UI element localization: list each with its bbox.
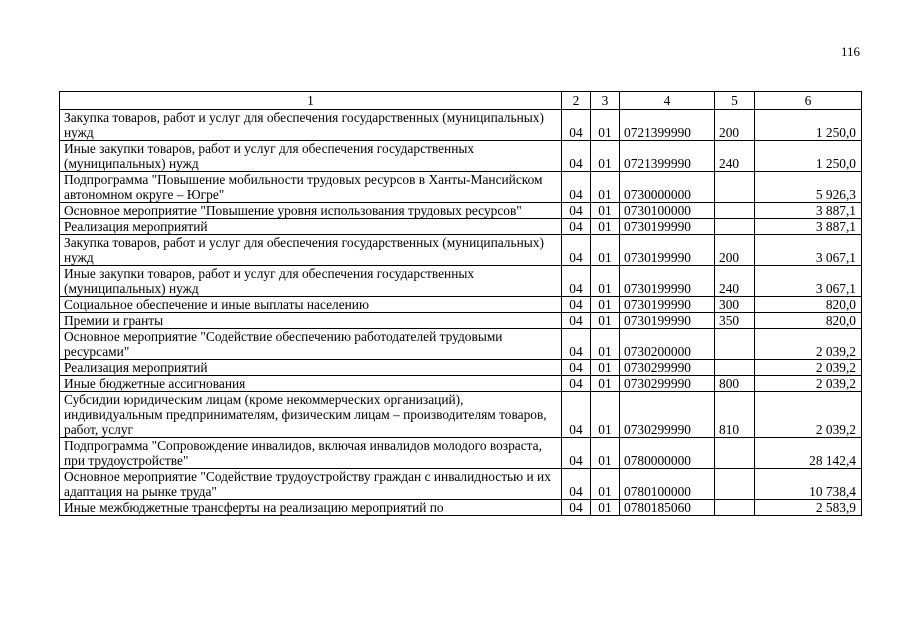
row-subsection: 01: [591, 219, 620, 235]
row-expense-type: [715, 469, 755, 500]
row-target-code: 0730199990: [620, 266, 715, 297]
row-subsection: 01: [591, 110, 620, 141]
row-subsection: 01: [591, 235, 620, 266]
row-name: Закупка товаров, работ и услуг для обеспечения государственных (муниципальных) нужд: [60, 110, 562, 141]
row-expense-type: [715, 203, 755, 219]
column-header: 5: [715, 92, 755, 110]
row-section: 04: [562, 469, 591, 500]
row-name: Основное мероприятие "Повышение уровня использования трудовых ресурсов": [60, 203, 562, 219]
row-target-code: 0780185060: [620, 500, 715, 516]
table-row: [60, 235, 862, 266]
row-name: Иные закупки товаров, работ и услуг для обеспечения государственных (муниципальных) нужд: [60, 266, 562, 297]
row-subsection: 01: [591, 266, 620, 297]
row-subsection: 01: [591, 469, 620, 500]
row-target-code: 0730199990: [620, 313, 715, 329]
table-row: [60, 313, 862, 329]
column-header: 6: [755, 92, 862, 110]
table-row: [60, 297, 862, 313]
row-target-code: 0730199990: [620, 219, 715, 235]
row-amount: 820,0: [755, 313, 862, 329]
row-target-code: 0730299990: [620, 376, 715, 392]
column-header: 4: [620, 92, 715, 110]
row-amount: 10 738,4: [755, 469, 862, 500]
row-subsection: 01: [591, 329, 620, 360]
row-section: 04: [562, 376, 591, 392]
row-amount: 2 039,2: [755, 392, 862, 438]
column-header: 1: [60, 92, 562, 110]
row-section: 04: [562, 329, 591, 360]
table-row: [60, 469, 862, 500]
row-subsection: 01: [591, 172, 620, 203]
row-target-code: 0730100000: [620, 203, 715, 219]
row-expense-type: 300: [715, 297, 755, 313]
row-section: 04: [562, 438, 591, 469]
row-amount: 3 067,1: [755, 235, 862, 266]
row-subsection: 01: [591, 376, 620, 392]
row-expense-type: 200: [715, 110, 755, 141]
column-header: 3: [591, 92, 620, 110]
row-name: Социальное обеспечение и иные выплаты населению: [60, 297, 562, 313]
row-target-code: 0721399990: [620, 110, 715, 141]
column-header: 2: [562, 92, 591, 110]
table-row: [60, 266, 862, 297]
row-name: Иные бюджетные ассигнования: [60, 376, 562, 392]
row-amount: 2 039,2: [755, 360, 862, 376]
table-row: [60, 376, 862, 392]
row-name: Реализация мероприятий: [60, 219, 562, 235]
row-section: 04: [562, 110, 591, 141]
row-target-code: 0730299990: [620, 360, 715, 376]
row-expense-type: 350: [715, 313, 755, 329]
row-section: 04: [562, 500, 591, 516]
row-subsection: 01: [591, 360, 620, 376]
row-section: 04: [562, 360, 591, 376]
row-amount: 2 039,2: [755, 376, 862, 392]
row-expense-type: 240: [715, 266, 755, 297]
row-subsection: 01: [591, 141, 620, 172]
row-name: Реализация мероприятий: [60, 360, 562, 376]
row-section: 04: [562, 235, 591, 266]
row-section: 04: [562, 219, 591, 235]
row-target-code: 0730299990: [620, 392, 715, 438]
row-name: Подпрограмма "Повышение мобильности трудовых ресурсов в Ханты-Мансийском автономном округе – Югре": [60, 172, 562, 203]
row-expense-type: 240: [715, 141, 755, 172]
table-row: [60, 329, 862, 360]
row-section: 04: [562, 172, 591, 203]
row-target-code: 0730199990: [620, 297, 715, 313]
row-amount: 2 039,2: [755, 329, 862, 360]
row-name: Иные закупки товаров, работ и услуг для обеспечения государственных (муниципальных) нужд: [60, 141, 562, 172]
row-section: 04: [562, 141, 591, 172]
row-amount: 1 250,0: [755, 141, 862, 172]
row-amount: 3 067,1: [755, 266, 862, 297]
row-expense-type: [715, 172, 755, 203]
table-row: [60, 219, 862, 235]
budget-table: [59, 91, 862, 516]
row-amount: 3 887,1: [755, 219, 862, 235]
row-expense-type: [715, 329, 755, 360]
row-subsection: 01: [591, 392, 620, 438]
table-row: [60, 203, 862, 219]
row-target-code: 0721399990: [620, 141, 715, 172]
row-expense-type: 200: [715, 235, 755, 266]
row-amount: 5 926,3: [755, 172, 862, 203]
table-row: [60, 438, 862, 469]
row-section: 04: [562, 297, 591, 313]
row-amount: 28 142,4: [755, 438, 862, 469]
row-section: 04: [562, 266, 591, 297]
table-row: [60, 141, 862, 172]
row-expense-type: 810: [715, 392, 755, 438]
table-row: [60, 500, 862, 516]
table-row: [60, 360, 862, 376]
row-target-code: 0730000000: [620, 172, 715, 203]
row-amount: 3 887,1: [755, 203, 862, 219]
row-expense-type: [715, 500, 755, 516]
table-row: [60, 172, 862, 203]
header-row: [60, 92, 862, 110]
row-name: Иные межбюджетные трансферты на реализацию мероприятий по: [60, 500, 562, 516]
row-name: Закупка товаров, работ и услуг для обеспечения государственных (муниципальных) нужд: [60, 235, 562, 266]
row-amount: 2 583,9: [755, 500, 862, 516]
row-subsection: 01: [591, 203, 620, 219]
row-subsection: 01: [591, 313, 620, 329]
row-expense-type: [715, 219, 755, 235]
row-name: Подпрограмма "Сопровождение инвалидов, включая инвалидов молодого возраста, при трудоустройстве": [60, 438, 562, 469]
row-subsection: 01: [591, 297, 620, 313]
row-subsection: 01: [591, 438, 620, 469]
row-target-code: 0780000000: [620, 438, 715, 469]
row-name: Премии и гранты: [60, 313, 562, 329]
row-target-code: 0730199990: [620, 235, 715, 266]
row-section: 04: [562, 313, 591, 329]
row-target-code: 0780100000: [620, 469, 715, 500]
row-name: Субсидии юридическим лицам (кроме некоммерческих организаций), индивидуальным предпринимателям, физическим лицам – производителям товаров, работ, услуг: [60, 392, 562, 438]
table-body: [60, 110, 862, 516]
row-amount: 820,0: [755, 297, 862, 313]
row-section: 04: [562, 392, 591, 438]
row-expense-type: [715, 438, 755, 469]
row-name: Основное мероприятие "Содействие трудоустройству граждан с инвалидностью и их адаптация на рынке труда": [60, 469, 562, 500]
row-name: Основное мероприятие "Содействие обеспечению работодателей трудовыми ресурсами": [60, 329, 562, 360]
row-amount: 1 250,0: [755, 110, 862, 141]
row-section: 04: [562, 203, 591, 219]
row-expense-type: 800: [715, 376, 755, 392]
table-row: [60, 110, 862, 141]
row-expense-type: [715, 360, 755, 376]
row-subsection: 01: [591, 500, 620, 516]
page-number: 116: [840, 44, 860, 59]
row-target-code: 0730200000: [620, 329, 715, 360]
table-row: [60, 392, 862, 438]
